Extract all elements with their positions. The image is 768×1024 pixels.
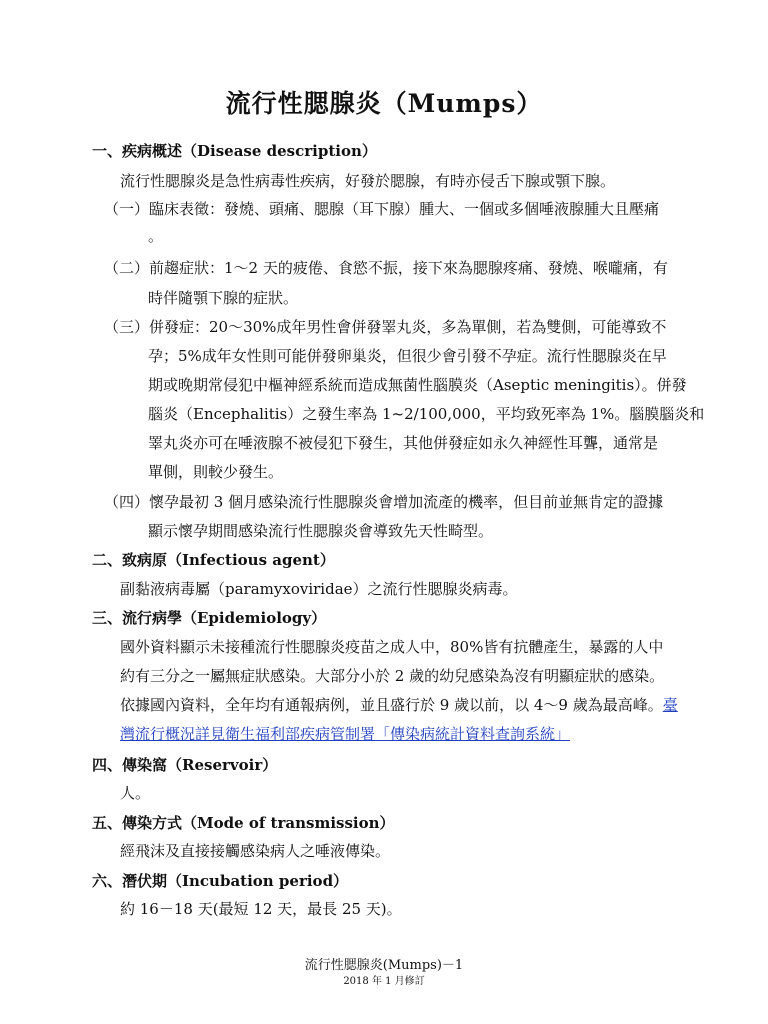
section-heading-epidemiology: 三、流行病學（Epidemiology）	[92, 609, 327, 627]
footer-page-label: 流行性腮腺炎(Mumps)－1	[304, 958, 464, 973]
paragraph: 副黏液病毒屬（paramyxoviridae）之流行性腮腺炎病毒。	[120, 580, 518, 598]
paragraph: 約有三分之一屬無症狀感染。大部分小於 2 歲的幼兒感染為沒有明顯症狀的感染。	[120, 667, 665, 685]
paragraph: 約 16－18 天(最短 12 天，最長 25 天)。	[120, 900, 402, 918]
paragraph: 經飛沫及直接接觸感染病人之唾液傳染。	[120, 842, 391, 860]
list-item-continuation: 孕；5%成年女性則可能併發卵巢炎，但很少會引發不孕症。流行性腮腺炎在早	[148, 347, 667, 365]
paragraph: 國外資料顯示未接種流行性腮腺炎疫苗之成人中，80%皆有抗體產生，暴露的人中	[120, 638, 664, 656]
list-item-clinical: （一）臨床表徵：發燒、頭痛、腮腺（耳下腺）腫大、一個或多個唾液腺腫大且壓痛	[104, 200, 660, 218]
section-heading-disease-description: 一、疾病概述（Disease description）	[92, 142, 377, 160]
page-title: 流行性腮腺炎（Mumps）	[225, 89, 543, 118]
list-item-complications: （三）併發症：20～30%成年男性會併發睪丸炎，多為單側，若為雙側，可能導致不	[104, 318, 667, 336]
paragraph	[120, 694, 678, 715]
paragraph-text: 依據國內資料，全年均有通報病例，並且盛行於 9 歲以前，以 4～9 歲為最高峰。	[120, 696, 663, 714]
list-item-prodrome: （二）前趨症狀：1～2 天的疲倦、食慾不振，接下來為腮腺疼痛、發燒、喉嚨痛，有	[104, 259, 668, 277]
paragraph: 人。	[120, 784, 151, 802]
list-item-continuation: 腦炎（Encephalitis）之發生率為 1~2/100,000，平均致死率為 1%。腦膜腦炎和	[148, 405, 705, 423]
list-item-continuation: 顯示懷孕期間感染流行性腮腺炎會導致先天性畸型。	[148, 522, 494, 540]
list-item-continuation: 。	[148, 227, 164, 245]
list-item-continuation: 睪丸炎亦可在唾液腺不被侵犯下發生，其他併發症如永久神經性耳聾，通常是	[148, 434, 659, 452]
paragraph	[120, 723, 570, 744]
footer-revision-date: 2018 年 1 月修訂	[343, 976, 425, 987]
list-item-continuation: 單側，則較少發生。	[148, 463, 284, 481]
section-heading-reservoir: 四、傳染窩（Reservoir）	[92, 756, 278, 774]
section-heading-transmission: 五、傳染方式（Mode of transmission）	[92, 814, 395, 832]
statistics-system-link[interactable]: 灣流行概況詳見衛生福利部疾病管制署「傳染病統計資料查詢系統」	[120, 725, 571, 743]
list-item-continuation: 期或晚期常侵犯中樞神經系統而造成無菌性腦膜炎（Aseptic meningitis）。併發	[148, 376, 687, 394]
list-item-pregnancy: （四）懷孕最初 3 個月感染流行性腮腺炎會增加流產的機率，但目前並無肯定的證據	[104, 493, 664, 511]
section-heading-incubation: 六、潛伏期（Incubation period）	[92, 872, 349, 890]
statistics-system-link[interactable]: 臺	[662, 696, 678, 714]
section-heading-infectious-agent: 二、致病原（Infectious agent）	[92, 551, 335, 569]
paragraph: 流行性腮腺炎是急性病毒性疾病，好發於腮腺，有時亦侵舌下腺或顎下腺。	[120, 172, 616, 190]
list-item-continuation: 時伴隨顎下腺的症狀。	[148, 289, 299, 307]
